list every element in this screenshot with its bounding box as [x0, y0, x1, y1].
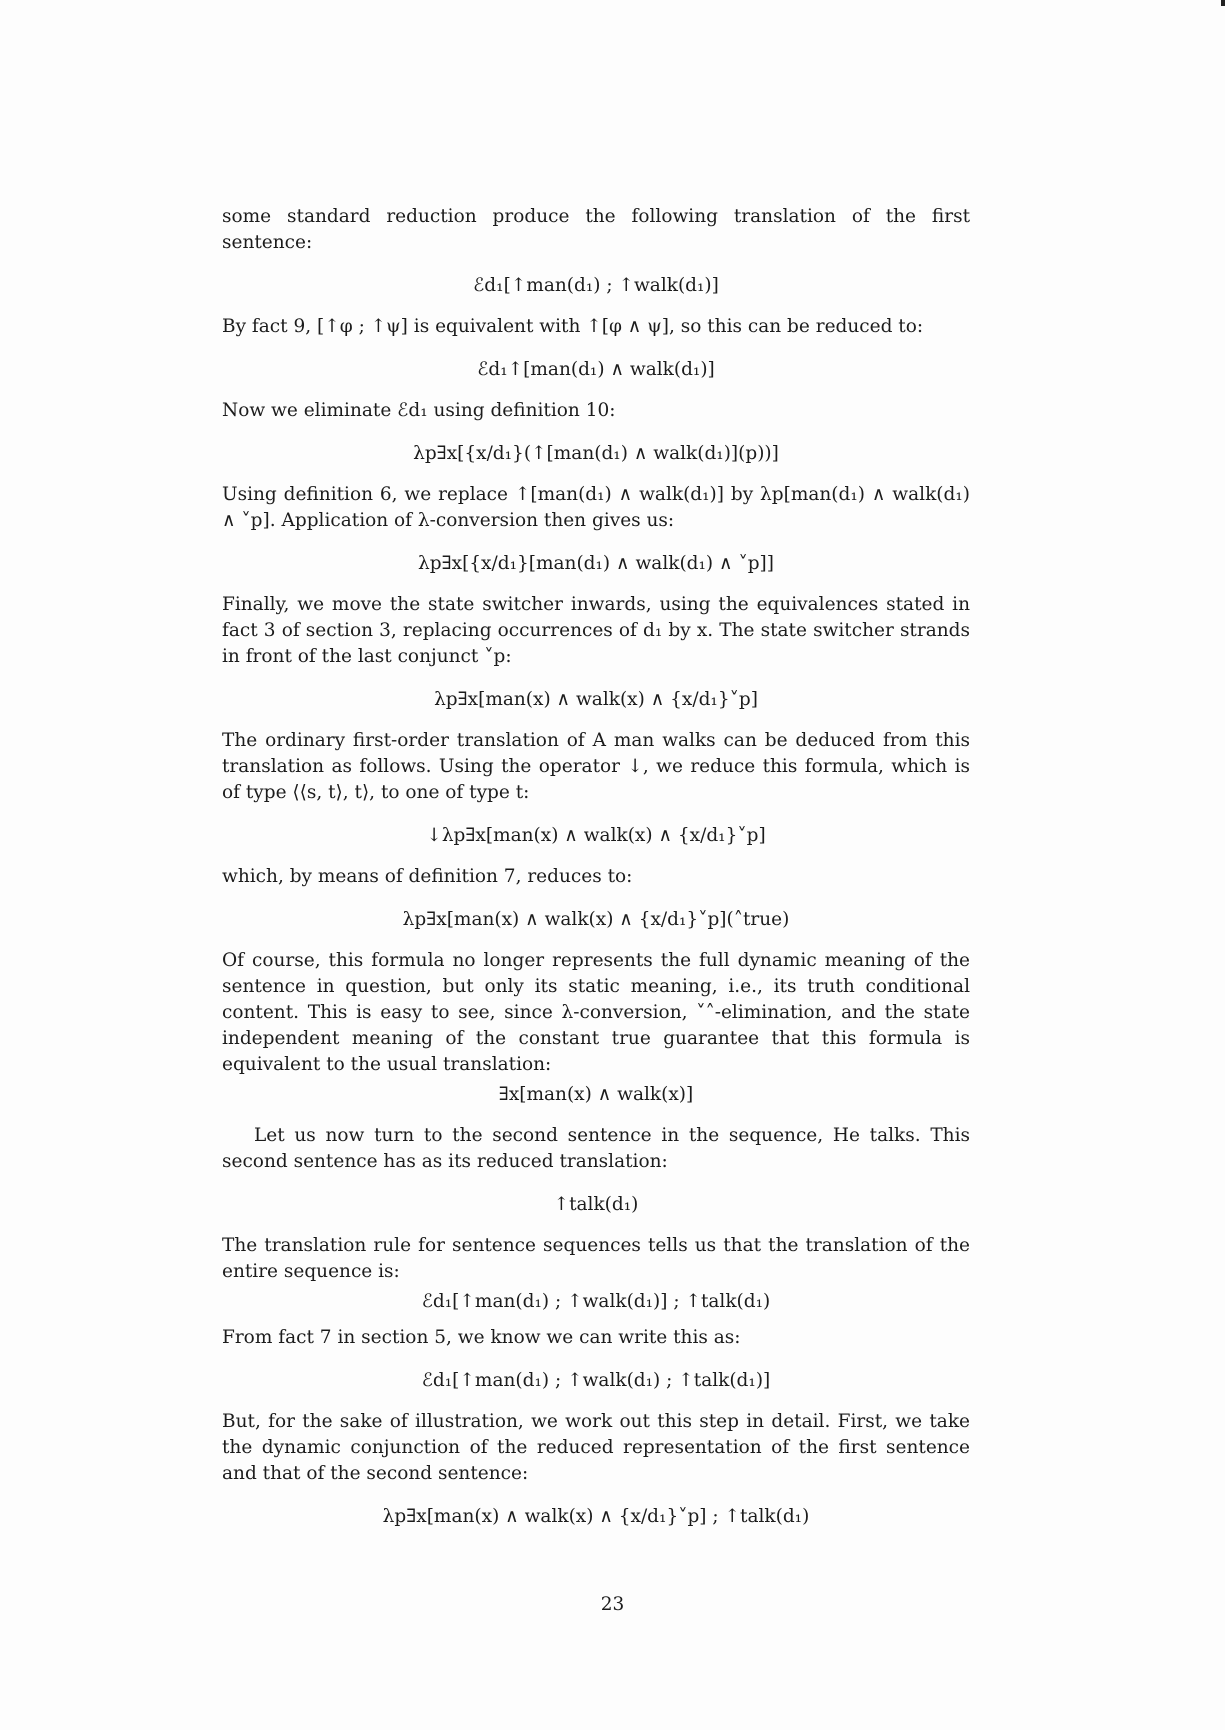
- paragraph: Finally, we move the state switcher inwards, using the equivalences stated in fact 3 of section 3, replacing occurrences of d₁ by x. The state switcher strands in front of the last conjunct ˅p:: [222, 594, 970, 667]
- scan-mark: [1221, 0, 1225, 6]
- equation: ℰd₁[↑man(d₁) ; ↑walk(d₁) ; ↑talk(d₁)]: [421, 1370, 771, 1391]
- equation: ℰd₁[↑man(d₁) ; ↑walk(d₁)] ; ↑talk(d₁): [421, 1291, 771, 1312]
- equation: ↓λp∃x[man(x) ∧ walk(x) ∧ {x/d₁}˅p]: [426, 825, 766, 846]
- equation: λp∃x[{x/d₁}[man(d₁) ∧ walk(d₁) ∧ ˅p]]: [418, 553, 774, 574]
- equation: λp∃x[man(x) ∧ walk(x) ∧ {x/d₁}˅p]: [434, 689, 758, 710]
- paragraph: The ordinary first-order translation of A man walks can be deduced from this translation as follows. Using the operator ↓, we reduce this formula, which is of type ⟨⟨s, t⟩, t⟩, to one of type t:: [222, 730, 970, 803]
- paragraph: The translation rule for sentence sequences tells us that the translation of the entire sequence is:: [222, 1235, 970, 1282]
- paragraph: From fact 7 in section 5, we know we can write this as:: [222, 1327, 741, 1348]
- equation: ℰd₁[↑man(d₁) ; ↑walk(d₁)]: [473, 275, 719, 296]
- paragraph: By fact 9, [↑φ ; ↑ψ] is equivalent with ↑[φ ∧ ψ], so this can be reduced to:: [222, 316, 924, 337]
- paragraph: Let us now turn to the second sentence in the sequence, He talks. This second sentence has as its reduced translation:: [222, 1125, 970, 1172]
- paragraph: Of course, this formula no longer represents the full dynamic meaning of the sentence in question, but only its static meaning, i.e., its truth conditional content. This is easy to see, since λ-conversion, ˅˄-elimination, and the state independent meaning of the constant true guarantee that this formula is equivalent to the usual translation:: [222, 950, 970, 1075]
- paragraph: which, by means of definition 7, reduces to:: [222, 866, 633, 887]
- equation: λp∃x[{x/d₁}(↑[man(d₁) ∧ walk(d₁)](p))]: [413, 443, 779, 464]
- paragraph: Using definition 6, we replace ↑[man(d₁) ∧ walk(d₁)] by λp[man(d₁) ∧ walk(d₁) ∧ ˅p]. Application of λ-conversion then gives us:: [222, 484, 970, 531]
- equation: λp∃x[man(x) ∧ walk(x) ∧ {x/d₁}˅p] ; ↑talk(d₁): [382, 1506, 810, 1527]
- equation: ∃x[man(x) ∧ walk(x)]: [498, 1084, 694, 1105]
- equation: λp∃x[man(x) ∧ walk(x) ∧ {x/d₁}˅p](˄true): [402, 909, 790, 930]
- equation: ↑talk(d₁): [553, 1194, 639, 1215]
- paragraph: But, for the sake of illustration, we work out this step in detail. First, we take the dynamic conjunction of the reduced representation of the first sentence and that of the second sentence:: [222, 1411, 970, 1484]
- page-number: 23: [600, 1594, 625, 1615]
- paragraph: some standard reduction produce the following translation of the first sentence:: [222, 206, 970, 253]
- paragraph: Now we eliminate ℰd₁ using definition 10:: [222, 400, 616, 421]
- page-body: [222, 206, 970, 1530]
- equation: ℰd₁↑[man(d₁) ∧ walk(d₁)]: [477, 359, 715, 380]
